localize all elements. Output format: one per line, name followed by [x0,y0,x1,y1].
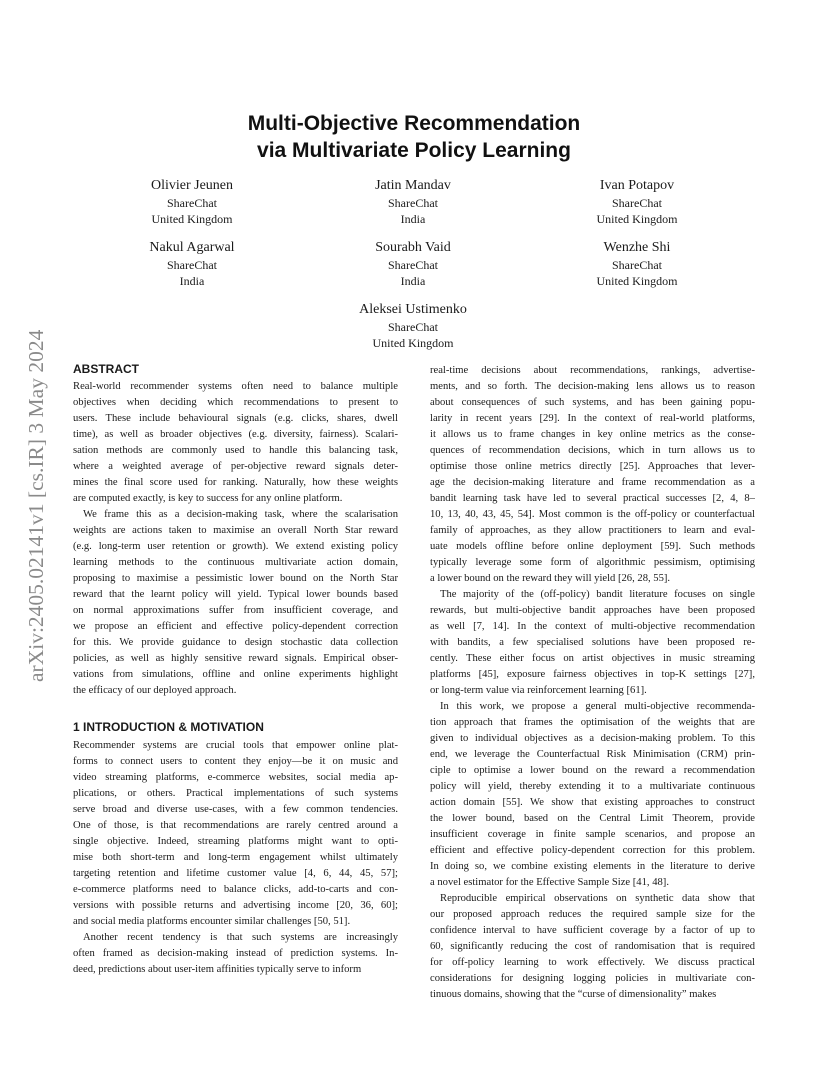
text-line: given to individual objectives as a decision-making problem. To this [430,733,755,744]
text-line: for off-policy learning to work effectively. We discuss practical [430,957,755,968]
right-paragraph-1 [430,363,755,587]
text-line: deed, predictions about user-item affinities typically serve to inform [73,964,362,975]
text-line: We frame this as a decision-making task, where the scalarisation [83,509,398,520]
text-line: serve broad and diverse use-cases, with a few common tendencies. [73,804,398,815]
author-name: Nakul Agarwal [149,240,235,255]
text-line: 60, significantly reducing the cost of randomisation that is required [430,941,755,952]
text-line: the efficacy of our deployed approach. [73,685,237,696]
text-line: In doing so, we combine existing elements in the literature to derive [430,861,755,872]
text-line: real-time decisions about recommendations, rankings, advertise- [430,365,755,376]
text-line: tion approach that frames the optimisation of the weights that are [430,717,755,728]
text-line: often framed as decision-making instead of prediction systems. In- [73,948,398,959]
text-line: plications, or others. Practical implementations of such systems [73,788,398,799]
author-country: India [400,212,426,226]
text-line: a lower bound on the reward they will yield [26, 28, 55]. [430,573,671,584]
text-line: Real-world recommender systems often need to balance multiple [73,381,398,392]
text-line: with bandits, a few specialised solutions have been proposed re- [430,637,755,648]
text-line: e-commerce platforms need to balance clicks, add-to-carts and con- [73,884,398,895]
abstract-paragraph-2 [73,507,398,699]
text-line: One of those, is that recommendations are rarely centred around a [73,820,398,831]
paper-title-line-1: Multi-Objective Recommendation [247,112,581,135]
text-line: learning methods to the continuous multivariate action domain, [73,557,398,568]
text-line: In this work, we propose a general multi-objective recommenda- [440,701,755,712]
text-line: policies, as well as highly sensitive reward signals. Empirical obser- [73,653,398,664]
author-country: India [400,274,426,288]
text-line: The majority of the (off-policy) bandit literature focuses on single [440,589,755,600]
author-country: United Kingdom [372,336,454,350]
author-country: United Kingdom [596,274,678,288]
abstract-paragraph-1 [73,379,398,507]
text-line: weights are actions taken to maximise an overall North Star reward [73,525,398,536]
text-line: end, we leverage the Counterfactual Risk Minimisation (CRM) prin- [430,749,755,760]
author-affiliation: ShareChat [167,258,217,272]
author-name: Ivan Potapov [599,178,675,193]
text-line: sation methods are commonly used to handle this balancing task, [73,445,398,456]
arxiv-identifier: arXiv:2405.02141v1 [cs.IR] 3 May 2024 [24,329,48,683]
text-line: ments, and so forth. The decision-making lens allows us to reason [430,381,755,392]
author-affiliation: ShareChat [388,196,438,210]
text-line: about consequences of such systems, and has been gaining popu- [430,397,755,408]
author-affiliation: ShareChat [167,196,217,210]
text-line: our proposed approach reduces the required sample size for the [430,909,755,920]
text-line: objectives when deciding which recommendations to present to [73,397,398,408]
text-line: a novel estimator for the Effective Sample Size [41, 48]. [430,877,669,888]
text-line: where a weighted average of per-objective reward signals deter- [73,461,398,472]
text-line: targeting retention and lifetime customer value [4, 6, 44, 45, 57]; [73,868,398,879]
text-line: tinuous domains, showing that the “curse of dimensionality” makes [430,989,717,1000]
abstract-heading: ABSTRACT [73,362,139,376]
text-line: the lower bound, based on the Central Limit Theorem, provide [430,813,755,824]
introduction-heading: 1 INTRODUCTION & MOTIVATION [73,720,264,734]
text-line: we propose an efficient and effective policy-dependent correction [73,621,398,632]
right-paragraph-2 [430,587,755,699]
author-affiliation: ShareChat [612,258,662,272]
intro-paragraph-2 [73,930,398,978]
text-line: versions with possible returns and advertising income [20, 36, 60]; [73,900,398,911]
text-line: optimise those online metrics directly [25]. Approaches that lever- [430,461,755,472]
text-line: or long-term value via reinforcement learning [61]. [430,685,647,696]
author-country: United Kingdom [151,212,233,226]
author-affiliation: ShareChat [612,196,662,210]
text-line: platforms [45], exposure fairness objectives in top-K settings [27], [430,669,755,680]
text-line: Reproducible empirical observations on synthetic data show that [440,893,755,904]
text-line: as well [7, 14]. In the context of multi-objective recommendation [430,621,755,632]
intro-paragraph-1 [73,738,398,930]
text-line: video streaming platforms, e-commerce websites, social media ap- [73,772,398,783]
text-line: larity in recent years [29]. In the context of real-world platforms, [430,413,755,424]
text-line: bandit learning task have led to several practical successes [2, 4, 8– [430,493,755,504]
text-line: it allows us to frame changes in key online metrics as the conse- [430,429,755,440]
text-line: efficient and effective policy-dependent correction for this problem. [430,845,755,856]
author-affiliation: ShareChat [388,320,438,334]
text-line: family of approaches, as they allow practitioners to learn and eval- [430,525,755,536]
text-line: Recommender systems are crucial tools that empower online plat- [73,740,398,751]
text-line: on normal approximations suffer from insufficient coverage, and [73,605,398,616]
text-line: reward that the learnt policy will yield. Typical lower bounds based [73,589,398,600]
author-name: Wenzhe Shi [603,240,671,255]
text-line: and social media platforms encounter similar challenges [50, 51]. [73,916,351,927]
author-affiliation: ShareChat [388,258,438,272]
text-line: time), as well as broader objectives (e.g. diversity, fairness). Scalari- [73,429,398,440]
right-paragraph-4 [430,891,755,1003]
text-line: age the decision-making literature and frame recommendation as a [430,477,755,488]
text-line: are computed exactly, is key to success for any online platform. [73,493,343,504]
author-block [527,238,747,289]
text-line: users. These include behavioural signals (e.g. clicks, shares, dwell [73,413,398,424]
text-line: 10, 13, 40, 43, 45, 54]. Most common is the off-policy or counterfactual [430,509,755,520]
text-line: proposing to maximise a pessimistic lower bound on the North Star [73,573,398,584]
text-line: mise both short-term and long-term engagement whilst ultimately [73,852,398,863]
author-block [527,176,747,227]
author-name: Jatin Mandav [375,178,451,193]
text-line: for this. We provide guidance to design stochastic data collection [73,637,398,648]
text-line: ciple to optimise a lower bound on the reward a recommendation [430,765,755,776]
text-line: single objective. Indeed, streaming platforms might want to opti- [73,836,398,847]
author-block [303,238,523,289]
text-line: forms to connect users to content they enjoy—be it on music and [73,756,398,767]
author-block [303,300,523,351]
text-line: policy will yield, thereby extending it to a multivariate continuous [430,781,755,792]
author-name: Olivier Jeunen [150,178,234,193]
text-line: (e.g. long-term user retention or growth). We extend existing policy [73,541,398,552]
paper-title-line-2: via Multivariate Policy Learning [257,139,571,162]
author-country: India [179,274,205,288]
right-paragraph-3 [430,699,755,891]
text-line: quences of recommendation decisions, which in turn allows us to [430,445,755,456]
text-line: uate models offline before online deployment [59]. Such methods [430,541,755,552]
text-line: insufficient coverage in finite sample scenarios, and propose an [430,829,755,840]
text-line: Another recent tendency is that such systems are increasingly [83,932,398,943]
text-line: considerations for designing logging policies in multivariate con- [430,973,755,984]
author-block [82,176,302,227]
author-block [303,176,523,227]
text-line: rewards, but multi-objective bandit approaches have been proposed [430,605,755,616]
text-line: typically leverage some form of algorithmic pessimism, optimising [430,557,755,568]
text-line: vations from simulations, offline and online experiments highlight [73,669,398,680]
text-line: confidence interval to have sufficient coverage by a factor of up to [430,925,755,936]
text-line: mines the final score used for ranking. Naturally, how these weights [73,477,398,488]
text-line: cently. These either focus on artist objectives in music streaming [430,653,755,664]
author-block [82,238,302,289]
author-name: Sourabh Vaid [375,240,451,255]
author-country: United Kingdom [596,212,678,226]
text-line: action domain [55]. We show that existing approaches to construct [430,797,755,808]
author-name: Aleksei Ustimenko [359,302,467,317]
